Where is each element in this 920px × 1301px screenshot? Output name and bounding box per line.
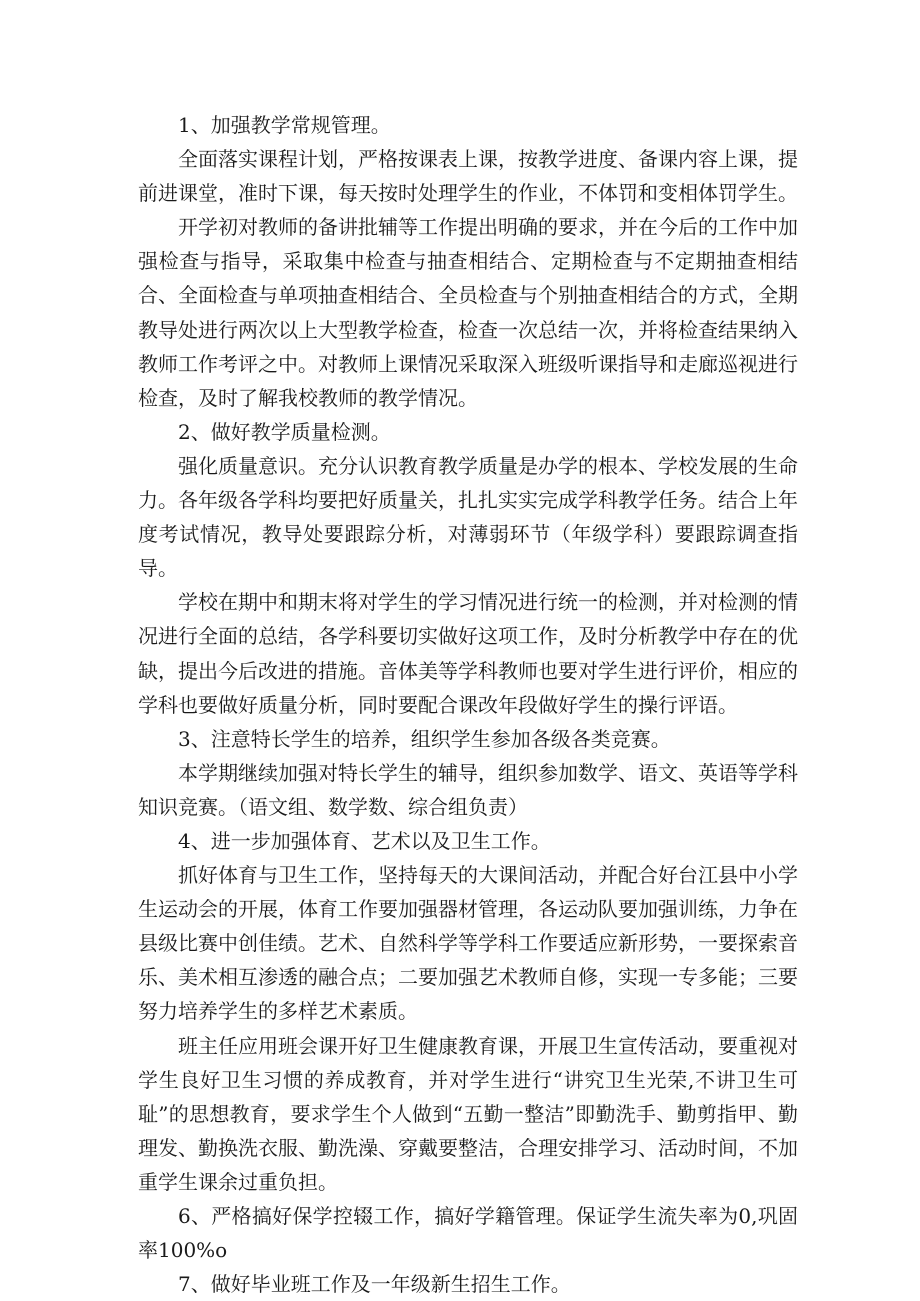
paragraph-midterm-final-testing: 学校在期中和期末将对学生的学习情况进行统一的检测，并对检测的情况进行全面的总结，各学科要切实做好这项工作，及时分析教学中存在的优缺，提出今后改进的措施。音体美等学科教师也要对学生进行评价，相应的学科也要做好质量分析，同时要配合课改年段做好学生的操行评语。 <box>138 590 798 717</box>
heading-2-quality-testing: 2、做好教学质量检测。 <box>178 419 391 444</box>
heading-4-sports-arts-hygiene: 4、进一步加强体育、艺术以及卫生工作。 <box>178 828 551 853</box>
paragraph-sports-arts: 抓好体育与卫生工作，坚持每天的大课间活动，并配合好台江县中小学生运动会的开展，体育工作要加强器材管理，各运动队要加强训练，力争在县级比赛中创佳绩。艺术、自然科学等学科工作要适应新形势，一要探索音乐、美术相互渗透的融合点；二要加强艺术教师自修，实现一专多能；三要努力培养学生的多样艺术素质。 <box>138 863 798 1024</box>
paragraph-quality-awareness: 强化质量意识。充分认识教育教学质量是办学的根本、学校发展的生命力。各年级各学科均要把好质量关，扎扎实实完成学科教学任务。结合上年度考试情况，教导处要跟踪分析，对薄弱环节（年级学科）要跟踪调查指导。 <box>138 453 798 581</box>
paragraph-curriculum-plan: 全面落实课程计划，严格按课表上课，按教学进度、备课内容上课，提前进课堂，准时下课，每天按时处理学生的作业，不体罚和变相体罚学生。 <box>138 147 798 206</box>
heading-6-enrollment-retention: 6、严格搞好保学控辍工作，搞好学籍管理。保证学生流失率为0,巩固率100%o <box>138 1204 798 1263</box>
paragraph-teacher-inspection: 开学初对教师的备讲批辅等工作提出明确的要求，并在今后的工作中加强检查与指导，采取集中检查与抽查相结合、定期检查与不定期抽查相结合、全面检查与单项抽查相结合、全员检查与个别抽查相结合的方式，全期教导处进行两次以上大型教学检查，检查一次总结一次，并将检查结果纳入教师工作考评之中。对教师上课情况采取深入班级听课指导和走廊巡视进行检查，及时了解我校教师的教学情况。 <box>138 215 798 410</box>
heading-1-strengthen-routine-management: 1、加强教学常规管理。 <box>178 113 391 137</box>
paragraph-hygiene-education: 班主任应用班会课开好卫生健康教育课，开展卫生宣传活动，要重视对学生良好卫生习惯的养成教育，并对学生进行“讲究卫生光荣,不讲卫生可耻”的思想教育，要求学生个人做到“五勤一整洁”即勤洗手、勤剪指甲、勤理发、勤换洗衣服、勤洗澡、穿戴要整洁，合理安排学习、活动时间，不加重学生课余过重负担。 <box>138 1033 798 1194</box>
document-body <box>138 108 798 1301</box>
heading-7-graduation-admission: 7、做好毕业班工作及一年级新生招生工作。 <box>178 1272 571 1297</box>
heading-3-talented-students: 3、注意特长学生的培养，组织学生参加各级各类竞赛。 <box>178 726 671 751</box>
paragraph-competitions: 本学期继续加强对特长学生的辅导，组织参加数学、语文、英语等学科知识竞赛。（语文组、数学数、综合组负责） <box>138 760 798 819</box>
